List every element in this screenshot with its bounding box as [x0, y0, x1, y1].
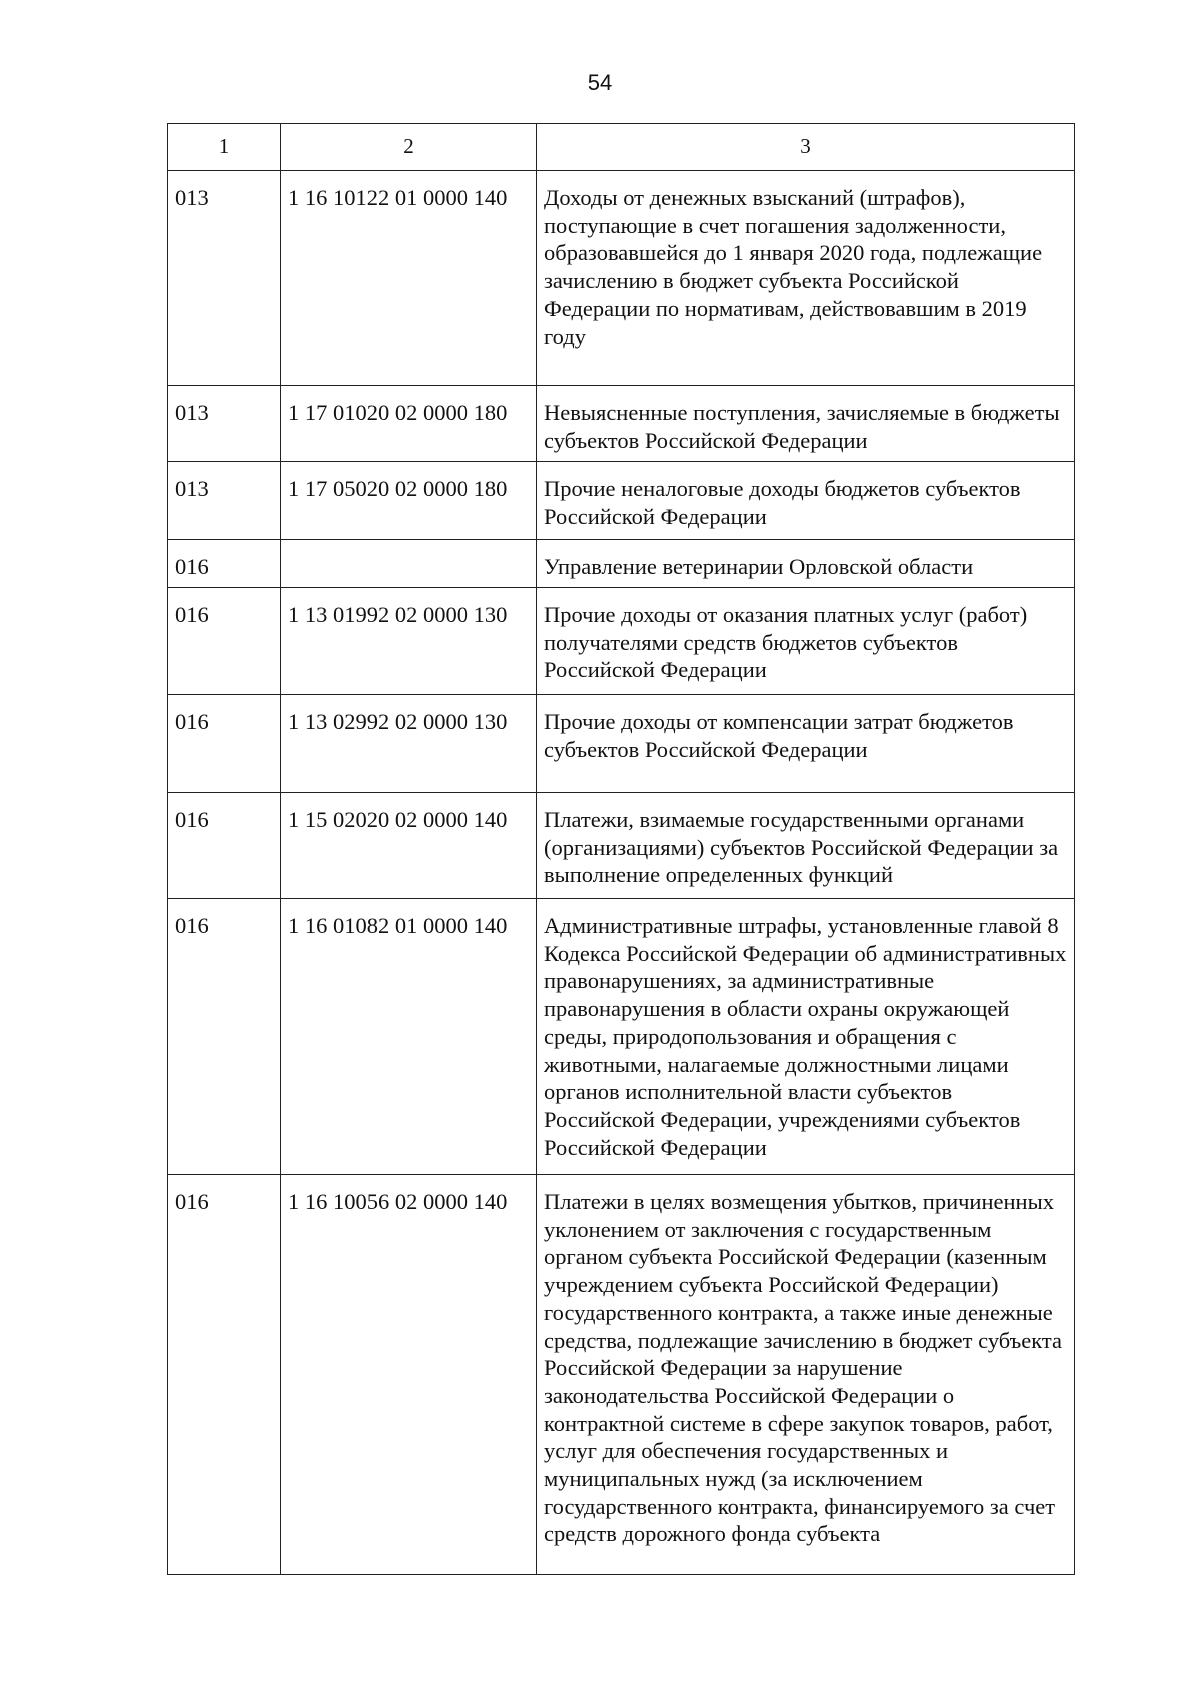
admin-code-cell: 013 — [168, 386, 281, 462]
revenue-name-cell: Управление ветеринарии Орловской области — [537, 540, 1075, 588]
budget-code-cell: 1 15 02020 02 0000 140 — [281, 793, 537, 899]
page-number: 54 — [587, 70, 613, 95]
admin-code-cell: 013 — [168, 462, 281, 540]
table-row — [168, 1175, 1075, 1575]
admin-code-cell: 016 — [168, 793, 281, 899]
table-row — [168, 695, 1075, 793]
budget-code-cell: 1 17 05020 02 0000 180 — [281, 462, 537, 540]
table-row — [168, 462, 1075, 540]
admin-code-cell: 016 — [168, 588, 281, 695]
header-col-2: 2 — [281, 124, 537, 171]
revenue-name-cell: Административные штрафы, установленные главой 8 Кодекса Российской Федерации об административных правонарушениях, за административные правонарушения в области охраны окружающей среды, природопользования и обращения с животными, налагаемые должностными лицами органов исполнительной власти субъектов Российской Федерации, учреждениями субъектов Российской Федерации — [537, 899, 1075, 1175]
header-col-3: 3 — [537, 124, 1075, 171]
revenue-name-cell: Доходы от денежных взысканий (штрафов), поступающие в счет погашения задолженности, образовавшейся до 1 января 2020 года, подлежащие зачислению в бюджет субъекта Российской Федерации по нормативам, действовавшим в 2019 году — [537, 171, 1075, 386]
admin-code-cell: 013 — [168, 171, 281, 386]
budget-code-cell: 1 13 01992 02 0000 130 — [281, 588, 537, 695]
budget-code-cell: 1 17 01020 02 0000 180 — [281, 386, 537, 462]
table-row — [168, 793, 1075, 899]
budget-code-cell: 1 16 01082 01 0000 140 — [281, 899, 537, 1175]
admin-code-cell: 016 — [168, 899, 281, 1175]
revenue-name-cell: Прочие доходы от компенсации затрат бюджетов субъектов Российской Федерации — [537, 695, 1075, 793]
admin-code-cell: 016 — [168, 695, 281, 793]
table-row — [168, 171, 1075, 386]
table-header-row — [168, 124, 1075, 171]
revenue-name-cell: Платежи в целях возмещения убытков, причиненных уклонением от заключения с государственным органом субъекта Российской Федерации (казенным учреждением субъекта Российской Федерации) государственного контракта, а также иные денежные средства, подлежащие зачислению в бюджет субъекта Российской Федерации за нарушение законодательства Российской Федерации о контрактной системе в сфере закупок товаров, работ, услуг для обеспечения государственных и муниципальных нужд (за исключением государственного контракта, финансируемого за счет средств дорожного фонда субъекта — [537, 1175, 1075, 1575]
admin-code-cell: 016 — [168, 1175, 281, 1575]
header-col-1: 1 — [168, 124, 281, 171]
table-row — [168, 386, 1075, 462]
table-row — [168, 588, 1075, 695]
budget-code-cell — [281, 540, 537, 588]
revenue-name-cell: Невыясненные поступления, зачисляемые в бюджеты субъектов Российской Федерации — [537, 386, 1075, 462]
table-row — [168, 899, 1075, 1175]
budget-code-cell: 1 13 02992 02 0000 130 — [281, 695, 537, 793]
budget-code-cell: 1 16 10056 02 0000 140 — [281, 1175, 537, 1575]
revenue-name-cell: Прочие доходы от оказания платных услуг (работ) получателями средств бюджетов субъектов Российской Федерации — [537, 588, 1075, 695]
table-row — [168, 540, 1075, 588]
revenue-name-cell: Платежи, взимаемые государственными органами (организациями) субъектов Российской Федерации за выполнение определенных функций — [537, 793, 1075, 899]
budget-code-cell: 1 16 10122 01 0000 140 — [281, 171, 537, 386]
revenue-codes-table — [167, 123, 1075, 1575]
admin-code-cell: 016 — [168, 540, 281, 588]
revenue-name-cell: Прочие неналоговые доходы бюджетов субъектов Российской Федерации — [537, 462, 1075, 540]
